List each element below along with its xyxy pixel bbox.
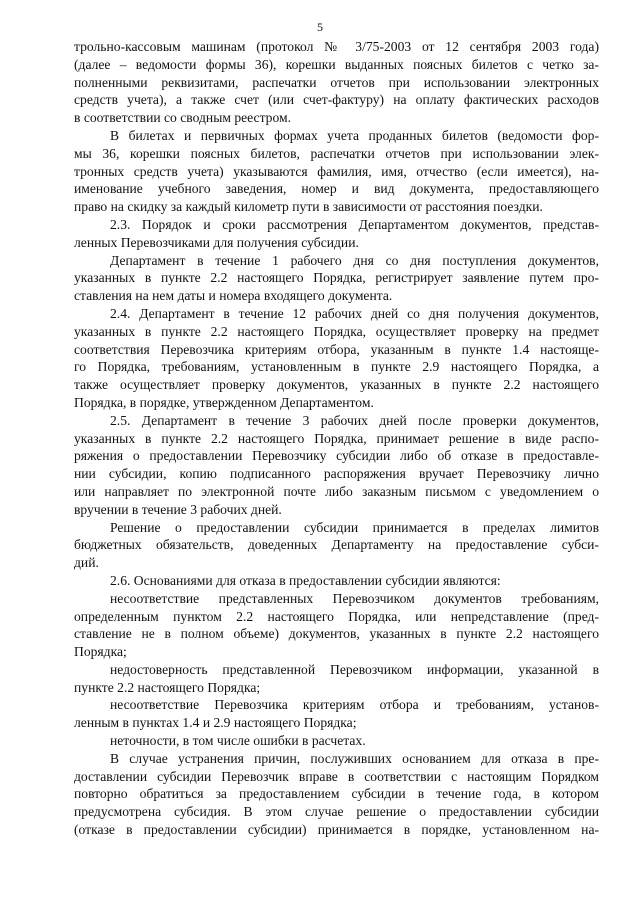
text-line: определенным пунктом 2.2 настоящего Порядка, или непредставление (пред- [74, 608, 599, 624]
text-line: тронных средств учета) указываются фамилия, имя, отчество (если имеется), на- [74, 163, 599, 179]
text-line: 2.5. Департамент в течение 3 рабочих дней после проверки документов, [110, 412, 599, 428]
text-line: ряжения о предоставлении Перевозчику субсидии либо об отказе в предоставле- [74, 448, 599, 464]
text-line: вручении в течение 3 рабочих дней. [74, 501, 282, 517]
text-line: трольно-кассовым машинам (протокол № 3/75-2003 от 12 сентября 2003 года) [74, 39, 599, 54]
text-line: В случае устранения причин, послуживших основанием для отказа в пре- [110, 750, 599, 766]
text-line: ленных Перевозчиками для получения субсидии. [74, 234, 359, 250]
text-line: полненными реквизитами, распечатки отчетов при использовании электронных [74, 74, 599, 90]
text-line: мы 36, корешки поясных билетов, распечатки отчетов при использовании элек- [74, 145, 599, 161]
text-line: указанных в пункте 2.2 настоящего Порядка, осуществляет проверку на предмет [74, 323, 599, 339]
text-line: 2.4. Департамент в течение 12 рабочих дней со дня получения документов, [110, 305, 599, 321]
text-line: нии субсидии, копию подписанного распоряжения вручает Перевозчику лично [74, 466, 599, 482]
text-line: В билетах и первичных формах учета проданных билетов (ведомости фор- [110, 127, 599, 143]
text-line: Департамент в течение 1 рабочего дня со дня поступления документов, [110, 252, 599, 268]
text-line: доставлении субсидии Перевозчик вправе в соответствии с настоящим Порядком [74, 768, 599, 784]
text-line: (далее – ведомости формы 36), корешки выданных поясных билетов с четко за- [74, 56, 599, 72]
text-line: бюджетных обязательств, доведенных Департаменту на предоставление субси- [74, 537, 599, 553]
text-line: также осуществляет проверку документов, указанных в пункте 2.2 настоящего [74, 377, 599, 393]
text-line: пункте 2.2 настоящего Порядка; [74, 679, 261, 695]
text-line: неточности, в том числе ошибки в расчетах. [110, 733, 366, 749]
text-line: ставление не в полном объеме) документов, указанных в пункте 2.2 настоящего [74, 626, 599, 642]
text-line: повторно обратиться за предоставлением субсидии в течение года, в котором [74, 786, 599, 802]
text-line: Решение о предоставлении субсидии принимается в пределах лимитов [110, 519, 599, 535]
text-line: (отказе в предоставлении субсидии) принимается в порядке, установленном на- [74, 822, 599, 838]
page-number: 5 [317, 20, 323, 34]
text-line: указанных в пункте 2.2 настоящего Порядка, принимает решение в виде распо- [74, 430, 599, 446]
text-line: 2.6. Основаниями для отказа в предоставлении субсидии являются: [110, 572, 501, 588]
text-line: средств учета), а также счет (или счет-фактуру) на оплату фактических расходов [74, 92, 599, 108]
text-line: несоответствие представленных Перевозчиком документов требованиям, [110, 590, 599, 606]
text-line: указанных в пункте 2.2 настоящего Порядка, регистрирует заявление путем про- [74, 270, 599, 286]
text-line: го Порядка, требованиям, установленным в пункте 2.9 настоящего Порядка, а [74, 359, 599, 375]
text-line: ставления на нем даты и номера входящего документа. [74, 288, 393, 304]
text-line: в соответствии со сводным реестром. [74, 110, 292, 126]
text-line: 2.3. Порядок и сроки рассмотрения Департаментом документов, представ- [110, 216, 599, 232]
text-line: предусмотрена субсидия. В этом случае решение о предоставлении субсидии [74, 804, 599, 820]
text-line: или направляет по электронной почте либо заказным письмом с уведомлением о [74, 483, 599, 499]
text-line: Порядка; [74, 644, 127, 660]
text-line: несоответствие Перевозчика критериям отбора и требованиям, установ- [110, 697, 599, 713]
text-line: именование учебного заведения, номер и вид документа, предоставляющего [74, 181, 599, 197]
text-line: право на скидку за каждый километр пути в зависимости от расстояния поездки. [74, 199, 543, 215]
text-line: Порядка, в порядке, утвержденном Департаментом. [74, 394, 374, 410]
text-line: соответствия Перевозчика критериям отбора, указанным в пункте 1.4 настояще- [74, 341, 599, 357]
text-line: дий. [74, 555, 99, 571]
text-line: ленным в пунктах 1.4 и 2.9 настоящего Порядка; [74, 715, 357, 731]
body-text [74, 38, 599, 839]
text-line: недостоверность представленной Перевозчиком информации, указанной в [110, 661, 599, 677]
